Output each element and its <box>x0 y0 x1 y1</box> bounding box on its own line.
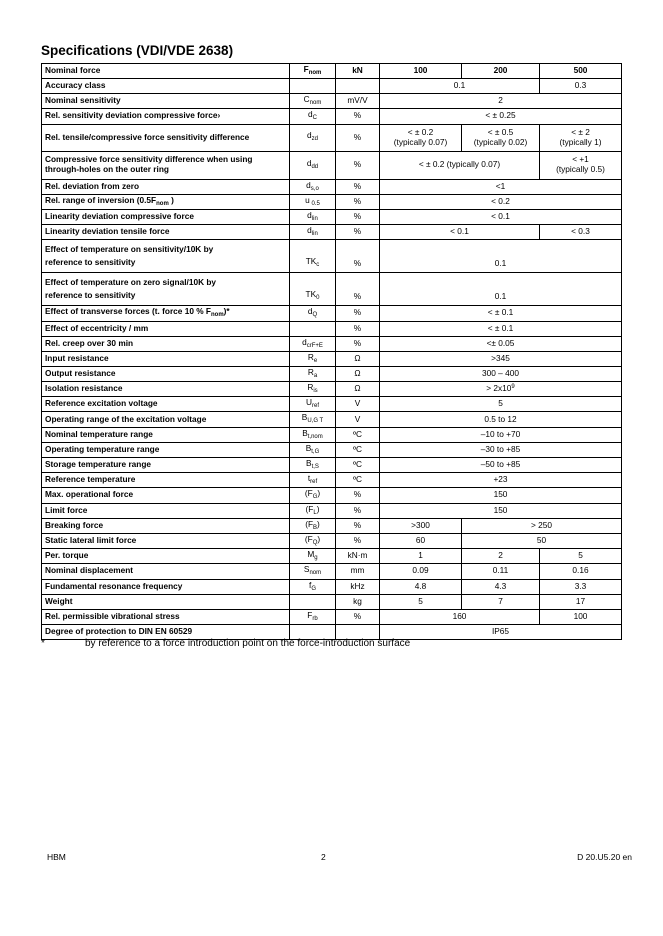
page-title: Specifications (VDI/VDE 2638) <box>41 43 234 58</box>
table-row <box>42 64 622 79</box>
table-row: Rel. range of inversion ($0.5F_{nom}$ ) u $_{0.5}$ % < 0.2 <box>42 194 622 209</box>
table-row: Accuracy class 0.1 0.3 <box>42 79 622 94</box>
table-row: Fundamental resonance frequency $f_G$ kHz 4.8 4.3 3.3 <box>42 579 622 594</box>
footnote-text: by reference to a force introduction point on the force-introduction surface <box>85 638 411 649</box>
footer-document-id: D 20.U5.20 en <box>577 852 632 862</box>
footer-page-number: 2 <box>321 852 326 862</box>
footnote-mark: * <box>41 638 45 649</box>
table-row: Effect of temperature on sensitivity/10K by reference to sensitivity $TK_c$ % 0.1 <box>42 240 622 273</box>
header-100: 100 <box>380 64 462 79</box>
table-row: Operating temperature range $B_{t,G}$ ºC –30 to +85 <box>42 442 622 457</box>
table-row: Effect of eccentricity / mm % < ± 0.1 <box>42 321 622 336</box>
table-row: Rel. permissible vibrational stress $F_{rb}$ % 160 100 <box>42 609 622 624</box>
table-row: Weight kg 5 7 17 <box>42 594 622 609</box>
table-row: Max. operational force $(F_G)$ % 150 <box>42 488 622 503</box>
table-row: Input resistance $R_e$ Ω >345 <box>42 351 622 366</box>
header-unit: kN <box>336 64 380 79</box>
table-row: Isolation resistance $R_{is}$ Ω > $2x10^9$ <box>42 382 622 397</box>
table-row: Per. torque $M_g$ kN·m 1 2 5 <box>42 549 622 564</box>
table-row: Output resistance $R_a$ Ω 300 – 400 <box>42 366 622 381</box>
table-row: Rel. tensile/compressive force sensitivity difference $d_{zd}$ % < ± 0.2 (typically 0.07) < ± 0.5 (typically 0.02) < ± 2 (typically 1) <box>42 124 622 151</box>
table-row: Rel. deviation from zero $d_{s,o}$ % <1 <box>42 179 622 194</box>
table-row: Rel. sensitivity deviation compressive force› $d_C$ % < ± 0.25 <box>42 109 622 124</box>
table-row: Compressive force sensitivity difference when using through-holes on the outer ring $d_{dd}$ % < ± 0.2 (typically 0.07) < +1 (typically 0.5) <box>42 151 622 179</box>
header-500: 500 <box>540 64 622 79</box>
header-parameter: Nominal force <box>42 64 290 79</box>
footnote <box>41 638 410 649</box>
table-row: Static lateral limit force $(F_Q)$ % 60 50 <box>42 533 622 548</box>
table-row: Limit force $(F_L)$ % 150 <box>42 503 622 518</box>
table-row: Effect of temperature on zero signal/10K by reference to sensitivity $TK_0$ % 0.1 <box>42 273 622 306</box>
table-row: Linearity deviation tensile force $d_{lin}$ % < 0.1 < 0.3 <box>42 225 622 240</box>
table-row: Linearity deviation compressive force $d_{lin}$ % < 0.1 <box>42 209 622 224</box>
table-row: Degree of protection to DIN EN 60529 IP65 <box>42 624 622 639</box>
table-row: Reference excitation voltage $U_{ref}$ V 5 <box>42 397 622 412</box>
table-row: Nominal temperature range $B_{t,nom}$ ºC –10 to +70 <box>42 427 622 442</box>
table-row: Nominal displacement $S_{nom}$ mm 0.09 0.11 0.16 <box>42 564 622 579</box>
table-row: Storage temperature range $B_{t,S}$ ºC –50 to +85 <box>42 458 622 473</box>
header-200: 200 <box>462 64 540 79</box>
table-row: Effect of transverse forces (t. force 10 % $F_{nom})*$ $d_Q$ % < ± 0.1 <box>42 306 622 321</box>
table-row: Operating range of the excitation voltage $B_{U,G T}$ V 0.5 to 12 <box>42 412 622 427</box>
table-row: Breaking force $(F_B)$ % >300 > 250 <box>42 518 622 533</box>
footer-company: HBM <box>47 852 66 862</box>
table-row: Rel. creep over 30 min $d_{crF+E}$ % <± 0.05 <box>42 336 622 351</box>
header-symbol: $F_{nom}$ <box>290 64 336 79</box>
table-row: Nominal sensitivity $C_{nom}$ mV/V 2 <box>42 94 622 109</box>
specifications-table <box>41 63 622 640</box>
table-row: Reference temperature $t_{ref}$ ºC +23 <box>42 473 622 488</box>
